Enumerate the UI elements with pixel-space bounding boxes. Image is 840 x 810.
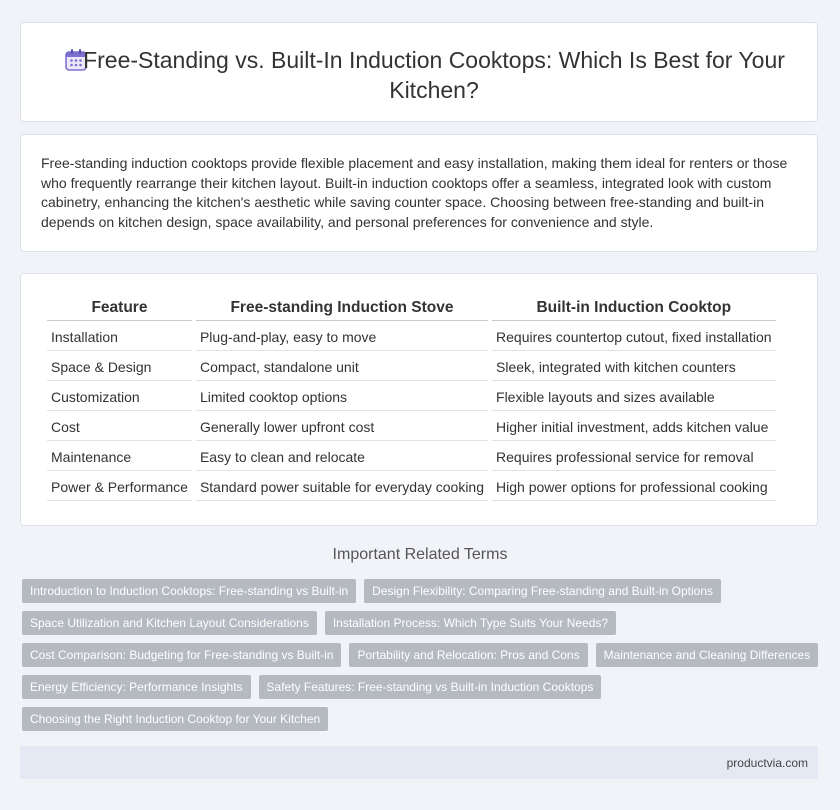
summary-card: [20, 134, 818, 252]
cell-free-standing: Easy to clean and relocate: [196, 443, 488, 471]
page-title: Free-Standing vs. Built-In Induction Cooktops: Which Is Best for Your Kitchen?: [83, 47, 785, 103]
related-term-tag[interactable]: Cost Comparison: Budgeting for Free-standing vs Built-in: [22, 643, 341, 667]
cell-free-standing: Plug-and-play, easy to move: [196, 323, 488, 351]
title-card: [20, 22, 818, 122]
cell-free-standing: Generally lower upfront cost: [196, 413, 488, 441]
cell-feature: Customization: [47, 383, 192, 411]
table-row: [47, 413, 776, 441]
table-header-row: [47, 296, 776, 321]
comparison-table: [43, 294, 780, 503]
cell-feature: Cost: [47, 413, 192, 441]
related-terms-heading: Important Related Terms: [332, 546, 508, 563]
cell-built-in: Flexible layouts and sizes available: [492, 383, 776, 411]
table-row: [47, 353, 776, 381]
related-term-tag[interactable]: Energy Efficiency: Performance Insights: [22, 675, 251, 699]
cell-feature: Space & Design: [47, 353, 192, 381]
table-row: [47, 473, 776, 501]
header-free-standing: Free-standing Induction Stove: [196, 296, 488, 321]
table-row: [47, 323, 776, 351]
cell-free-standing: Standard power suitable for everyday cooking: [196, 473, 488, 501]
header-feature: Feature: [47, 296, 192, 321]
related-term-tag[interactable]: Safety Features: Free-standing vs Built-in Induction Cooktops: [259, 675, 602, 699]
related-term-tag[interactable]: Maintenance and Cleaning Differences: [596, 643, 819, 667]
header-built-in: Built-in Induction Cooktop: [492, 296, 776, 321]
related-term-tag[interactable]: Installation Process: Which Type Suits Your Needs?: [325, 611, 616, 635]
related-term-tag[interactable]: Choosing the Right Induction Cooktop for Your Kitchen: [22, 707, 328, 731]
footer: [20, 746, 818, 779]
cell-free-standing: Compact, standalone unit: [196, 353, 488, 381]
footer-site-link[interactable]: productvia.com: [726, 756, 808, 770]
cell-free-standing: Limited cooktop options: [196, 383, 488, 411]
cell-built-in: Requires countertop cutout, fixed installation: [492, 323, 776, 351]
cell-built-in: High power options for professional cooking: [492, 473, 776, 501]
cell-feature: Power & Performance: [47, 473, 192, 501]
cell-built-in: Requires professional service for removal: [492, 443, 776, 471]
related-term-tag[interactable]: Design Flexibility: Comparing Free-standing and Built-in Options: [364, 579, 721, 603]
comparison-table-card: [20, 273, 818, 526]
summary-text: Free-standing induction cooktops provide flexible placement and easy installation, making them ideal for renters or those who frequently rearrange their kitchen layout. Built-in induction cooktops offer a seamless, integrated look with custom cabinetry, enhancing the kitchen's aesthetic while saving counter space. Choosing between free-standing and built-in depends on kitchen design, space availability, and personal preferences for convenience and style.: [41, 155, 788, 230]
related-term-tag[interactable]: Introduction to Induction Cooktops: Free-standing vs Built-in: [22, 579, 356, 603]
related-term-tag[interactable]: Space Utilization and Kitchen Layout Considerations: [22, 611, 317, 635]
related-term-tag[interactable]: Portability and Relocation: Pros and Cons: [349, 643, 587, 667]
cell-built-in: Higher initial investment, adds kitchen value: [492, 413, 776, 441]
cell-built-in: Sleek, integrated with kitchen counters: [492, 353, 776, 381]
table-row: [47, 443, 776, 471]
cell-feature: Maintenance: [47, 443, 192, 471]
table-row: [47, 383, 776, 411]
cell-feature: Installation: [47, 323, 192, 351]
related-terms-list: [22, 579, 822, 731]
